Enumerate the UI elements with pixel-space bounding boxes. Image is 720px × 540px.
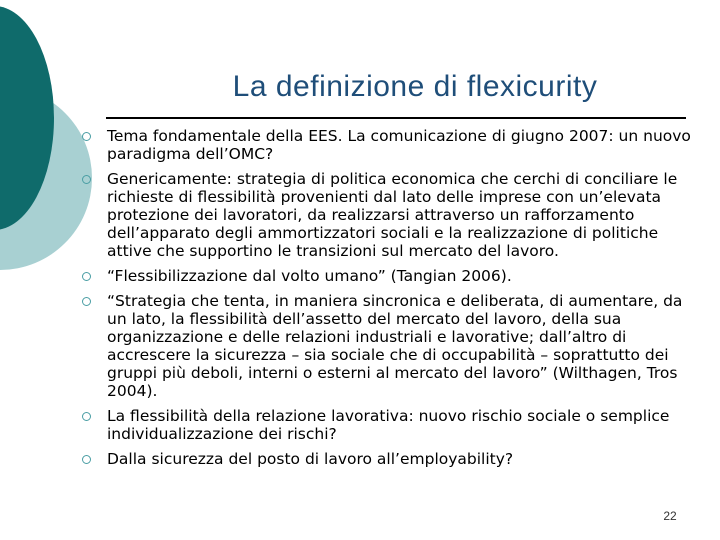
- bullet-item: [82, 267, 692, 285]
- bullet-item: [82, 170, 692, 260]
- title-divider: [106, 117, 686, 119]
- bullet-circle-icon: [82, 175, 91, 184]
- bullet-text: “Flessibilizzazione dal volto umano” (Tangian 2006).: [107, 267, 512, 285]
- bullet-circle-icon: [82, 297, 91, 306]
- slide-title: La definizione di flexicurity: [232, 70, 598, 103]
- bullet-text: “Strategia che tenta, in maniera sincronica e deliberata, di aumentare, da un lato, la flessibilità dell’assetto del mercato del lavoro, della sua organizzazione e delle relazioni industriali e lavorative; dall’altro di accrescere la sicurezza – sia sociale che di occupabilità – soprattutto dei gruppi più deboli, interni o esterni al mercato del lavoro” (Wilthagen, Tros 2004).: [107, 292, 683, 400]
- bullet-item: [82, 407, 692, 443]
- bullet-text: La flessibilità della relazione lavorativa: nuovo rischio sociale o semplice individualizzazione dei rischi?: [107, 407, 670, 443]
- bullet-text: Genericamente: strategia di politica economica che cerchi di conciliare le richieste di flessibilità provenienti dal lato delle imprese con un’elevata protezione dei lavoratori, da realizzarsi attraverso un rafforzamento dell’apparato degli ammortizzatori sociali e la realizzazione di politiche attive che supportino le transizioni sul mercato del lavoro.: [107, 170, 678, 260]
- bullet-text: Tema fondamentale della EES. La comunicazione di giugno 2007: un nuovo paradigma dell’OMC?: [107, 127, 691, 163]
- bullet-list: [82, 127, 692, 475]
- slide-number: 22: [663, 509, 677, 523]
- bullet-item: [82, 292, 692, 400]
- bullet-circle-icon: [82, 272, 91, 281]
- bullet-item: [82, 450, 692, 468]
- bullet-circle-icon: [82, 455, 91, 464]
- bullet-item: [82, 127, 692, 163]
- bullet-text: Dalla sicurezza del posto di lavoro all’employability?: [107, 450, 514, 468]
- bullet-circle-icon: [82, 132, 91, 141]
- bullet-circle-icon: [82, 412, 91, 421]
